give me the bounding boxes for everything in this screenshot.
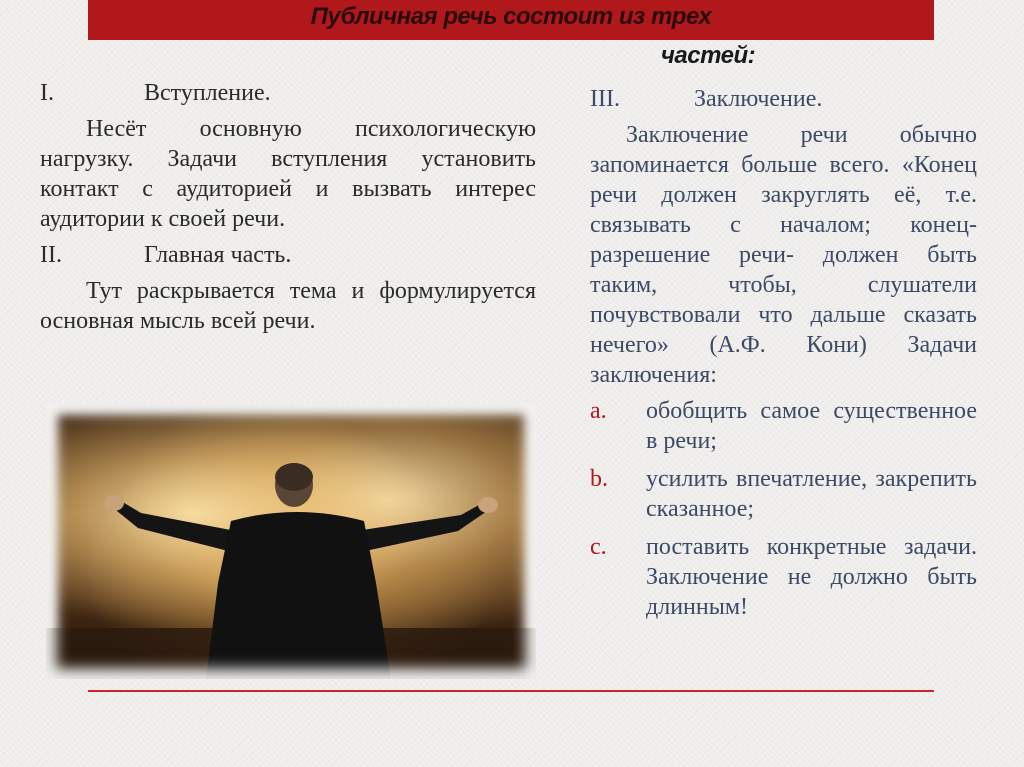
section-number: II.: [40, 242, 62, 268]
section-heading-intro: [40, 78, 536, 108]
main-paragraph: Тут раскрывается тема и формулируется основная мысль всей речи.: [40, 278, 536, 334]
slide-title-line2-text: частей:: [660, 42, 756, 69]
section-title: Вступление.: [144, 80, 271, 106]
left-column: [40, 78, 536, 342]
section-title: Главная часть.: [144, 242, 292, 268]
slide-title-line2: [88, 42, 988, 70]
conclusion-paragraph: Заключение речи обычно запоминается больше всего. «Конец речи должен закруглять её, т.е. связывать с началом; конец-разрешение речи- должен быть таким, чтобы, слушатели почувствовали что дальше сказать нечего» (А.Ф. Кони) Задачи заключения:: [590, 122, 977, 388]
slide-title-line1: Публичная речь состоит из трех: [310, 3, 712, 30]
list-item: [590, 532, 977, 622]
list-marker: b.: [590, 466, 608, 492]
section-number: III.: [590, 86, 620, 112]
speaker-silhouette: [46, 403, 536, 679]
section-number: I.: [40, 80, 54, 106]
list-text: обобщить самое существенное в речи;: [646, 398, 977, 454]
list-marker: c.: [590, 534, 607, 560]
right-column: [590, 84, 977, 630]
section-title: Заключение.: [694, 86, 823, 112]
section-heading-conclusion: [590, 84, 977, 114]
list-text: усилить впечатление, закрепить сказанное;: [646, 466, 977, 522]
list-text: поставить конкретные задачи. Заключение не должно быть длинным!: [646, 534, 977, 620]
list-item: [590, 396, 977, 456]
section-heading-main: [40, 240, 536, 270]
bottom-divider: [88, 690, 934, 692]
speaker-photo: [46, 403, 536, 679]
list-marker: a.: [590, 398, 607, 424]
list-item: [590, 464, 977, 524]
intro-paragraph: Несёт основную психологическую нагрузку. Задачи вступления установить контакт с аудиторией и вызвать интерес аудитории к своей речи.: [40, 116, 536, 232]
